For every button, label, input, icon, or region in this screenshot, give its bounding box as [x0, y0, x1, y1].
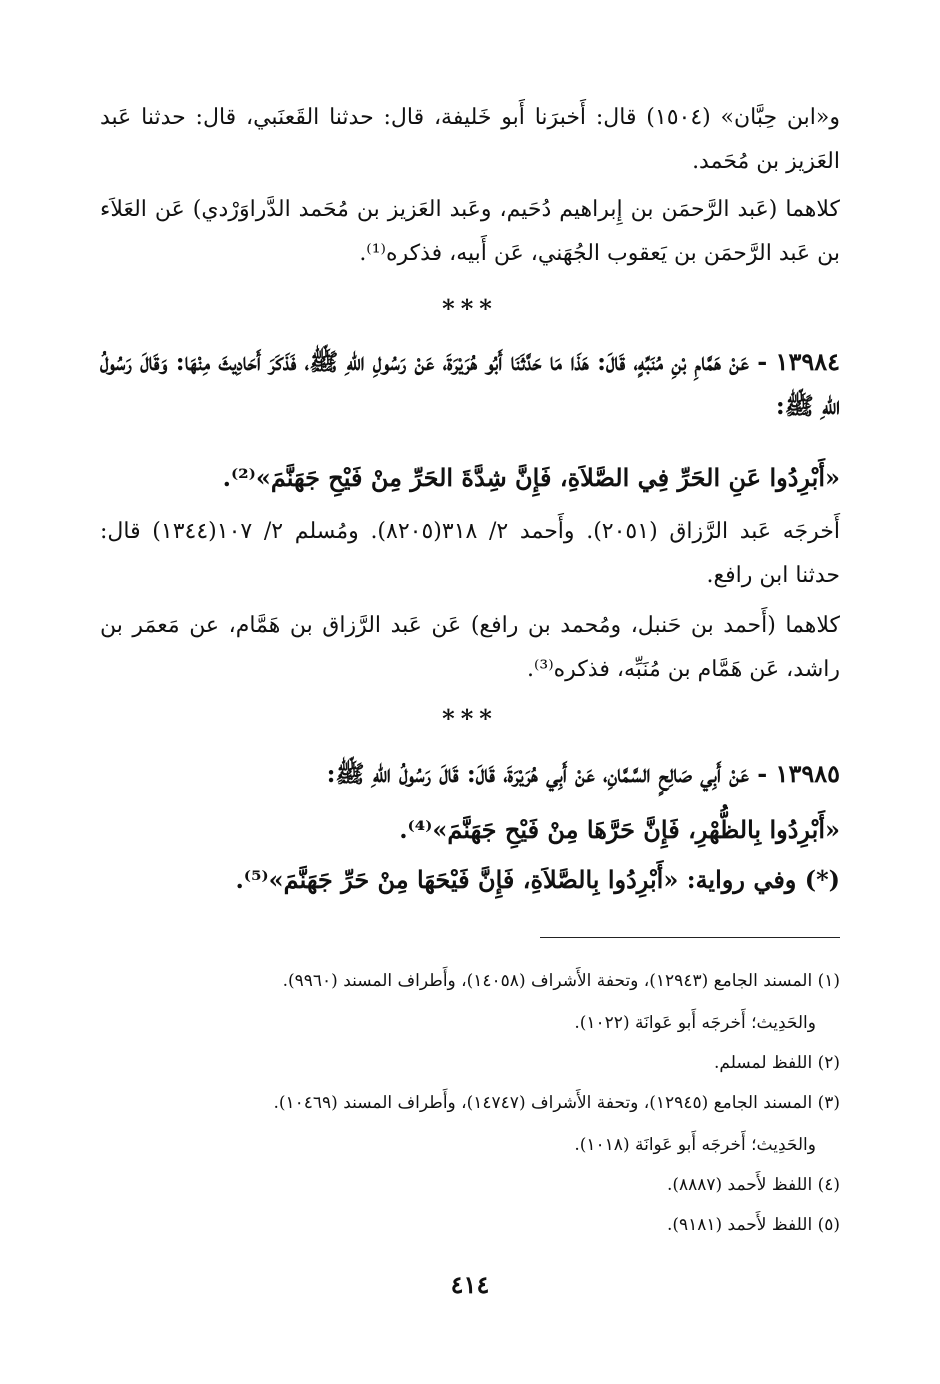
paragraph-both-narrators-2: كلاهما (أَحمد بن حَنبل، ومُحمد بن رافع) عَن عَبد الرَّزاق بن هَمَّام، عن مَعمَر بن راشد، عَن هَمَّام بن مُنَبِّه، فذكره⁽³⁾. [100, 613, 840, 682]
footnote-5: (٥) اللفظ لأَحمد (٩١٨١). [666, 1215, 840, 1235]
page-number: ٤١٤ [450, 1270, 490, 1299]
footnote-3: (٣) المسند الجامع (١٢٩٤٥)، وتحفة الأَشراف (١٤٧٤٧)، وأَطراف المسند (١٠٤٦٩). [273, 1093, 840, 1113]
footnote-1: (١) المسند الجامع (١٢٩٤٣)، وتحفة الأَشراف (١٤٠٥٨)، وأَطراف المسند (٩٩٦٠). [282, 971, 840, 991]
hadith-13984: ١٣٩٨٤ - عَنْ هَمَّامِ بْنِ مُنَبِّهٍ، قَالَ: هَذَا مَا حَدَّثَنَا أَبُو هُرَيْرَةَ، عَنْ رَسُولِ اللهِ ﷺ، فَذَكَرَ أَحَادِيثَ مِنْهَا: وَقَالَ رَسُولُ اللهِ ﷺ: [100, 347, 840, 420]
paragraph-takhrij: أَخرجَه عَبد الرَّزاق (٢٠٥١). وأَحمد ٢/ ٣١٨(٨٢٠٥). ومُسلم ٢/ ١٠٧(١٣٤٤) قال: حدثنا ابن رافع. [100, 519, 840, 588]
paragraph-both-narrators: كلاهما (عَبد الرَّحمَن بن إِبراهيم دُحَيم، وعَبد العَزيز بن مُحَمد الدَّراوَرْدي) عَن العَلاَء بن عَبد الرَّحمَن بن يَعقوب الجُهَني، عَن أَبيه، فذكره⁽¹⁾. [100, 197, 840, 266]
footnote-divider [540, 937, 840, 938]
paragraph-ibn-hibban: و«ابن حِبَّان» (١٥٠٤) قال: أَخبرَنا أَبو خَليفة، قال: حدثنا القَعنَبي، قال: حدثنا عَبد العَزيز بن مُحَمد. [100, 105, 840, 174]
footnote-2: (٢) اللفظ لمسلم. [713, 1053, 840, 1073]
hadith-13985: ١٣٩٨٥ - عَنْ أَبِي صَالِحٍ السَّمَّانِ، عَنْ أَبِي هُرَيْرَةَ، قَالَ: قَالَ رَسُولُ اللهِ ﷺ: [326, 759, 840, 788]
hadith-13985-text: «أَبْرِدُوا بِالظُّهْرِ، فَإِنَّ حَرَّهَا مِنْ فَيْحِ جَهَنَّمَ»⁽⁴⁾. [399, 815, 840, 844]
hadith-13984-text: «أَبْرِدُوا عَنِ الحَرِّ فِي الصَّلاَةِ، فَإِنَّ شِدَّةَ الحَرِّ مِنْ فَيْحِ جَهَنَّمَ»⁽²⁾. [222, 463, 840, 492]
section-separator: *** [442, 704, 498, 733]
section-separator: *** [442, 294, 498, 323]
footnote-1-continued: والحَدِيث؛ أَخرجَه أَبو عَوانَة (١٠٢٢). [574, 1013, 816, 1033]
footnote-3-continued: والحَدِيث؛ أَخرجَه أَبو عَوانَة (١٠١٨). [574, 1135, 816, 1155]
footnote-4: (٤) اللفظ لأَحمد (٨٨٨٧). [666, 1175, 840, 1195]
hadith-13985-riwaya: (*) وفي رواية: «أَبْرِدُوا بِالصَّلاَةِ، فَإِنَّ فَيْحَهَا مِنْ حَرِّ جَهَنَّمَ»⁽⁵⁾. [235, 865, 840, 894]
